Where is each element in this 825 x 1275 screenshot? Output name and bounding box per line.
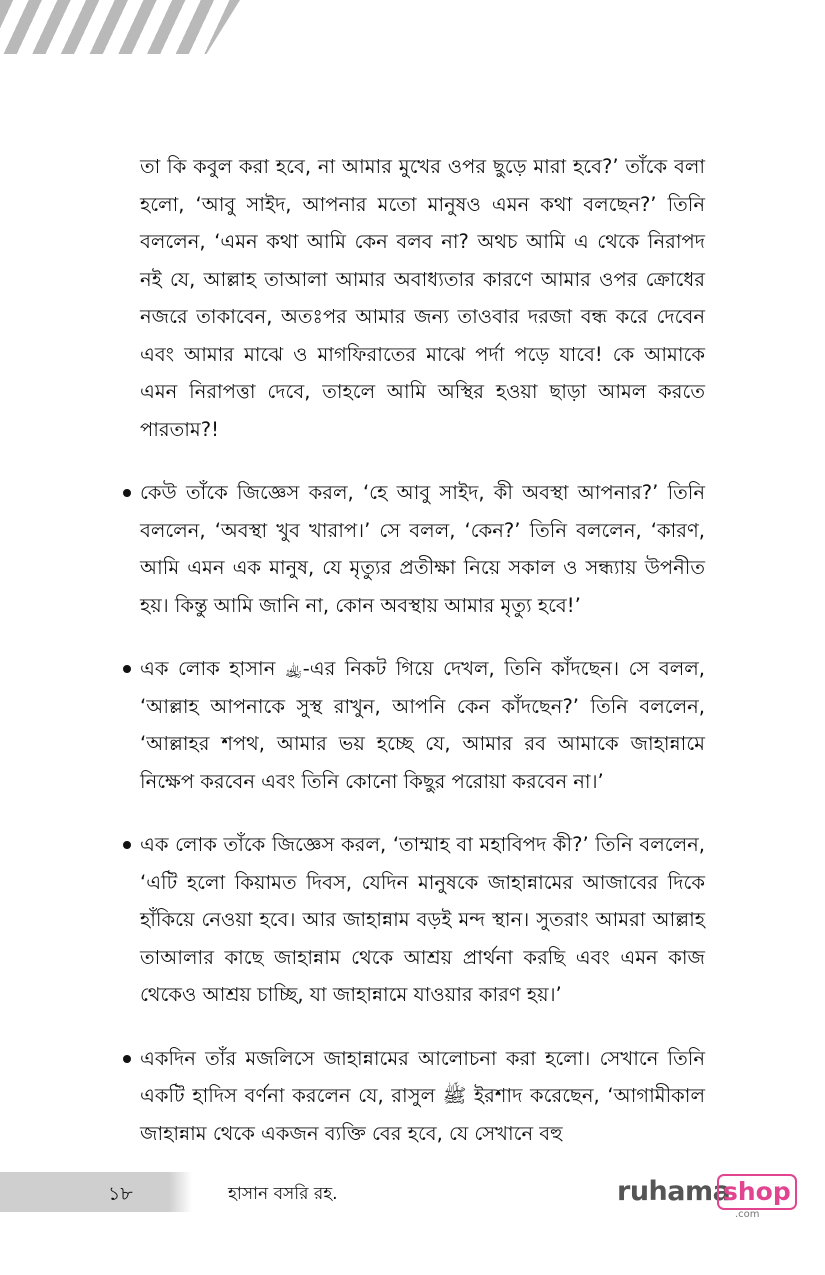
bullet-paragraph: একদিন তাঁর মজলিসে জাহান্নামের আলোচনা করা হলো। সেখানে তিনি একটি হাদিস বর্ণনা করলেন যে, রাসুল ﷺ ইরশাদ করেছেন, ‘আগামীকাল জাহান্নাম থেকে একজন ব্যক্তি বের হবে, যে সেখানে বহু — [140, 1040, 705, 1153]
page-body — [140, 148, 705, 1178]
publisher-logo — [617, 1176, 791, 1222]
bullet-paragraph: এক লোক তাঁকে জিজ্ঞেস করল, ‘তাম্মাহ বা মহাবিপদ কী?’ তিনি বললেন, ‘এটি হলো কিয়ামত দিবস, যেদিন মানুষকে জাহান্নামের আজাবের দিকে হাঁকিয়ে নেওয়া হবে। আর জাহান্নাম বড়ই মন্দ স্থান। সুতরাং আমরা আল্লাহ তাআলার কাছে জাহান্নাম থেকে আশ্রয় প্রার্থনা করছি এবং এমন কাজ থেকেও আশ্রয় চাচ্ছি, যা জাহান্নামে যাওয়ার কারণ হয়।’ — [140, 826, 705, 1014]
logo-shop-text: shop — [717, 1174, 797, 1210]
bullet-paragraph: এক লোক হাসান ﵀-এর নিকট গিয়ে দেখল, তিনি কাঁদছেন। সে বলল, ‘আল্লাহ আপনাকে সুস্থ রাখুন, আপনি কেন কাঁদছেন?’ তিনি বললেন, ‘আল্লাহর শপথ, আমার ভয় হচ্ছে যে, আমার রব আমাকে জাহান্নামে নিক্ষেপ করবেন এবং তিনি কোনো কিছুর পরোয়া করবেন না।’ — [140, 650, 705, 800]
logo-com-text: .com — [735, 1209, 760, 1220]
footer-page-number-bar — [0, 1172, 192, 1212]
paragraph-continued: তা কি কবুল করা হবে, না আমার মুখের ওপর ছুড়ে মারা হবে?’ তাঁকে বলা হলো, ‘আবু সাইদ, আপনার মতো মানুষও এমন কথা বলছেন?’ তিনি বললেন, ‘এমন কথা আমি কেন বলব না? অথচ আমি এ থেকে নিরাপদ নই যে, আল্লাহ তাআলা আমার অবাধ্যতার কারণে আমার ওপর ক্রোধের নজরে তাকাবেন, অতঃপর আমার জন্য তাওবার দরজা বন্ধ করে দেবেন এবং আমার মাঝে ও মাগফিরাতের মাঝে পর্দা পড়ে যাবে! কে আমাকে এমন নিরাপত্তা দেবে, তাহলে আমি অস্থির হওয়া ছাড়া আমল করতে পারতাম?! — [140, 155, 705, 441]
running-head-title: হাসান বসরি রহ. — [228, 1184, 338, 1204]
header-stripes-decoration — [0, 0, 240, 54]
logo-ruhama-text: ruhama — [617, 1176, 731, 1207]
page-number: ১৮ — [108, 1183, 133, 1205]
bullet-paragraph: কেউ তাঁকে জিজ্ঞেস করল, ‘হে আবু সাইদ, কী অবস্থা আপনার?’ তিনি বললেন, ‘অবস্থা খুব খারাপ।’ সে বলল, ‘কেন?’ তিনি বললেন, ‘কারণ, আমি এমন এক মানুষ, যে মৃত্যুর প্রতীক্ষা নিয়ে সকাল ও সন্ধ্যায় উপনীত হয়। কিন্তু আমি জানি না, কোন অবস্থায় আমার মৃত্যু হবে!’ — [140, 474, 705, 624]
